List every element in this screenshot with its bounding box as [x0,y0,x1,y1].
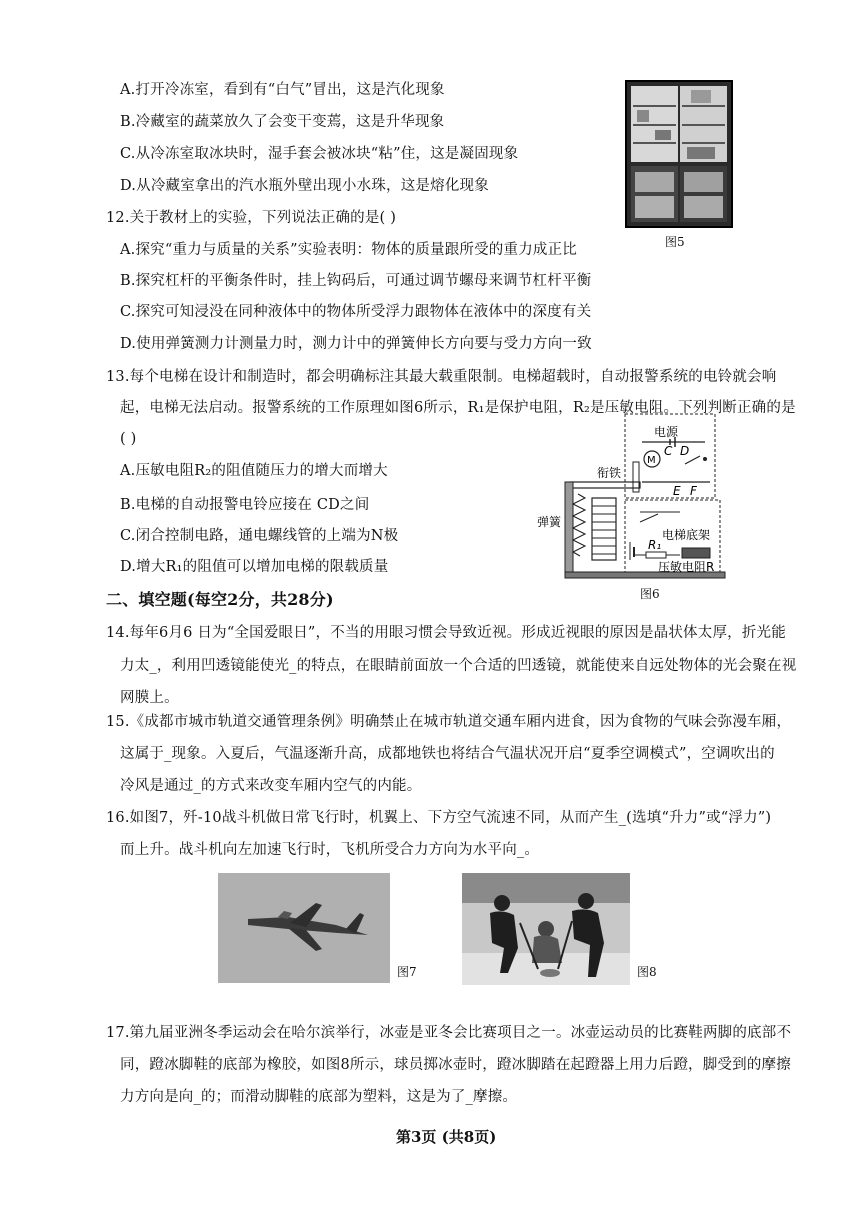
q17-line3: 力方向是向_的；而滑动脚鞋的底部为塑料，这是为了_摩擦。 [120,1089,518,1105]
q13-option-c: C.闭合控制电路，通电螺线管的上端为N极 [120,528,399,544]
label-armature: 衔铁 [597,466,622,480]
q13-stem-line2: 起，电梯无法启动。报警系统的工作原理如图6所示，R₁是保护电阻，R₂是压敏电阻。下列判断正确的是 [120,400,796,416]
q17-line2: 同，蹬冰脚鞋的底部为橡胶，如图8所示，球员掷冰壶时，蹬冰脚踏在起蹬器上用力后蹬，脚受到的摩擦 [120,1057,791,1073]
q13-stem-line3: ( ) [120,431,137,447]
q13-stem-line1: 13.每个电梯在设计和制造时，都会明确标注其最大载重限制。电梯超载时，自动报警系统的电铃就会响 [106,369,777,385]
section-heading: 二、填空题(每空2分，共28分) [106,590,334,609]
label-spring: 弹簧 [537,515,562,529]
figure-6-circuit-diagram [530,412,730,582]
q17-line1: 17.第九届亚洲冬季运动会在哈尔滨举行，冰壶是亚冬会比赛项目之一。冰壶运动员的比赛鞋两脚的底部不 [106,1025,792,1041]
q11-option-b: B.冷藏室的蔬菜放久了会变干变蔫，这是升华现象 [120,114,445,130]
q11-option-d: D.从冷藏室拿出的汽水瓶外壁出现小水珠，这是熔化现象 [120,178,489,194]
label-d: D [680,444,690,458]
q15-line2: 这属于_现象。入夏后，气温逐渐升高，成都地铁也将结合气温状况开启“夏季空调模式”，空调吹出的 [120,746,775,762]
q16-line1: 16.如图7，歼-10战斗机做日常飞行时，机翼上、下方空气流速不同，从而产生_(选填“升力”或“浮力”) [106,810,772,826]
q14-line2: 力太_，利用凹透镜能使光_的特点，在眼睛前面放一个合适的凹透镜，就能使来自远处物体的光会聚在视 [120,658,797,674]
label-sensor-resistor: 压敏电阻R [658,560,715,574]
q13-option-d: D.增大R₁的阻值可以增加电梯的限载质量 [120,559,389,575]
label-motor: M [647,455,656,466]
q15-line1: 15.《成都市城市轨道交通管理条例》明确禁止在城市轨道交通车厢内进食，因为食物的气味会弥漫车厢， [106,714,792,730]
q12-option-b: B.探究杠杆的平衡条件时，挂上钩码后，可通过调节螺母来调节杠杆平衡 [120,273,592,289]
label-r1: R₁ [648,538,662,552]
figure-8-curling-image [462,873,630,985]
q16-line2: 而上升。战斗机向左加速飞行时，飞机所受合力方向为水平向_。 [120,842,540,858]
figure-7-fighter-jet-image [218,873,390,983]
page-number: 第3页 (共8页) [396,1128,497,1146]
figure-8-caption: 图8 [637,965,657,979]
q12-option-d: D.使用弹簧测力计测量力时，测力计中的弹簧伸长方向要与受力方向一致 [120,336,592,352]
label-c: C [664,444,673,458]
label-e: E [673,484,681,498]
figure-5-refrigerator-image [625,80,733,228]
q13-option-a: A.压敏电阻R₂的阻值随压力的增大而增大 [120,463,388,479]
figure-5-caption: 图5 [665,235,685,249]
q14-line3: 网膜上。 [120,690,179,706]
q11-option-c: C.从冷冻室取冰块时，湿手套会被冰块“粘”住，这是凝固现象 [120,146,519,162]
q12-stem: 12.关于教材上的实验，下列说法正确的是( ) [106,210,397,226]
q12-option-c: C.探究可知浸没在同种液体中的物体所受浮力跟物体在液体中的深度有关 [120,304,592,320]
q11-option-a: A.打开冷冻室，看到有“白气”冒出，这是汽化现象 [120,82,445,98]
label-elevator-floor: 电梯底架 [662,528,711,542]
label-power: 电源 [654,425,679,439]
figure-7-caption: 图7 [397,965,417,979]
label-f: F [690,484,697,498]
figure-6-caption: 图6 [640,587,660,601]
q14-line1: 14.每年6月6 日为“全国爱眼日”，不当的用眼习惯会导致近视。形成近视眼的原因是晶状体太厚，折光能 [106,625,786,641]
q12-option-a: A.探究“重力与质量的关系”实验表明：物体的质量跟所受的重力成正比 [120,242,578,258]
q13-option-b: B.电梯的自动报警电铃应接在 CD之间 [120,497,370,513]
q15-line3: 冷风是通过_的方式来改变车厢内空气的内能。 [120,778,422,794]
